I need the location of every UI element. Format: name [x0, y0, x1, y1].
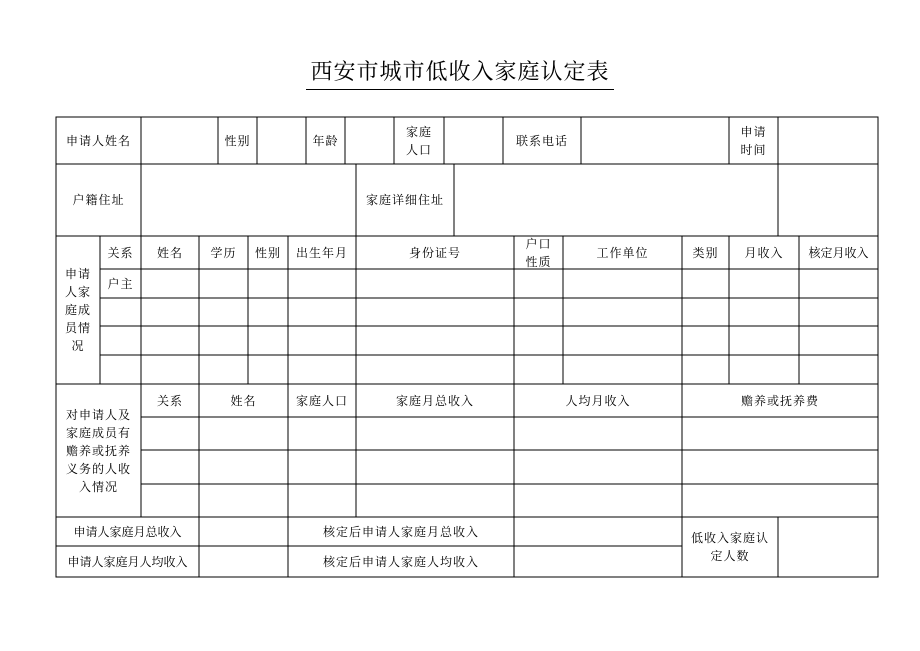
- members-header-approved-income: 核定月收入: [808, 245, 869, 260]
- phone-field[interactable]: [581, 117, 729, 164]
- members-header-education: 学历: [210, 245, 237, 260]
- members-header-hukou-type: 户口性质: [525, 236, 552, 269]
- support-header-name: 姓名: [230, 393, 257, 408]
- form-title-text: 西安市城市低收入家庭认定表: [306, 58, 613, 90]
- age-field[interactable]: [345, 117, 394, 164]
- label-low-income-count: 低收入家庭认定人数: [690, 531, 769, 563]
- support-header-support-fee: 赡养或抚养费: [740, 393, 819, 408]
- support-header-per-capita: 人均月收入: [565, 393, 631, 408]
- label-support-section: 对申请人及家庭成员有赡养或抚养义务的人收入情况: [65, 407, 131, 494]
- apply-time-field[interactable]: [778, 117, 878, 236]
- approved-total-field[interactable]: [514, 517, 682, 546]
- members-header-birth: 出生年月: [295, 245, 348, 260]
- low-income-count-field[interactable]: [778, 517, 878, 577]
- label-applicant-name: 申请人姓名: [65, 133, 131, 148]
- applicant-name-field[interactable]: [141, 117, 218, 164]
- approved-per-capita-field[interactable]: [514, 546, 682, 577]
- label-phone: 联系电话: [515, 133, 568, 148]
- members-header-gender: 性别: [254, 245, 281, 260]
- members-header-relation: 关系: [107, 245, 134, 260]
- gender-field[interactable]: [257, 117, 306, 164]
- support-header-relation: 关系: [156, 393, 183, 408]
- label-per-capita-income: 申请人家庭月人均收入: [67, 554, 188, 569]
- members-header-category: 类别: [692, 245, 719, 260]
- members-header-employer: 工作单位: [596, 245, 649, 260]
- label-household-size: 家庭人口: [406, 124, 433, 157]
- members-header-monthly-income: 月收入: [744, 245, 784, 260]
- total-income-field[interactable]: [199, 517, 288, 546]
- label-home-address: 家庭详细住址: [365, 193, 444, 207]
- household-size-field[interactable]: [444, 117, 503, 164]
- members-row-head-relation: 户主: [107, 276, 134, 291]
- label-total-income: 申请人家庭月总收入: [73, 524, 182, 539]
- home-address-field[interactable]: [454, 164, 778, 236]
- label-registered-address: 户籍住址: [72, 193, 125, 207]
- registered-address-field[interactable]: [141, 164, 356, 236]
- per-capita-income-field[interactable]: [199, 546, 288, 577]
- members-header-name: 姓名: [156, 245, 183, 260]
- label-age: 年龄: [312, 133, 339, 148]
- members-header-id-number: 身份证号: [408, 245, 461, 260]
- label-approved-total: 核定后申请人家庭月总收入: [322, 524, 479, 539]
- label-approved-per-capita: 核定后申请人家庭人均收入: [322, 554, 479, 569]
- label-apply-time: 申请时间: [740, 124, 767, 157]
- support-header-total-income: 家庭月总收入: [395, 393, 474, 408]
- support-header-household-size: 家庭人口: [295, 393, 348, 408]
- label-gender: 性别: [224, 133, 251, 148]
- label-members-section: 申请人家庭成员情况: [64, 267, 91, 353]
